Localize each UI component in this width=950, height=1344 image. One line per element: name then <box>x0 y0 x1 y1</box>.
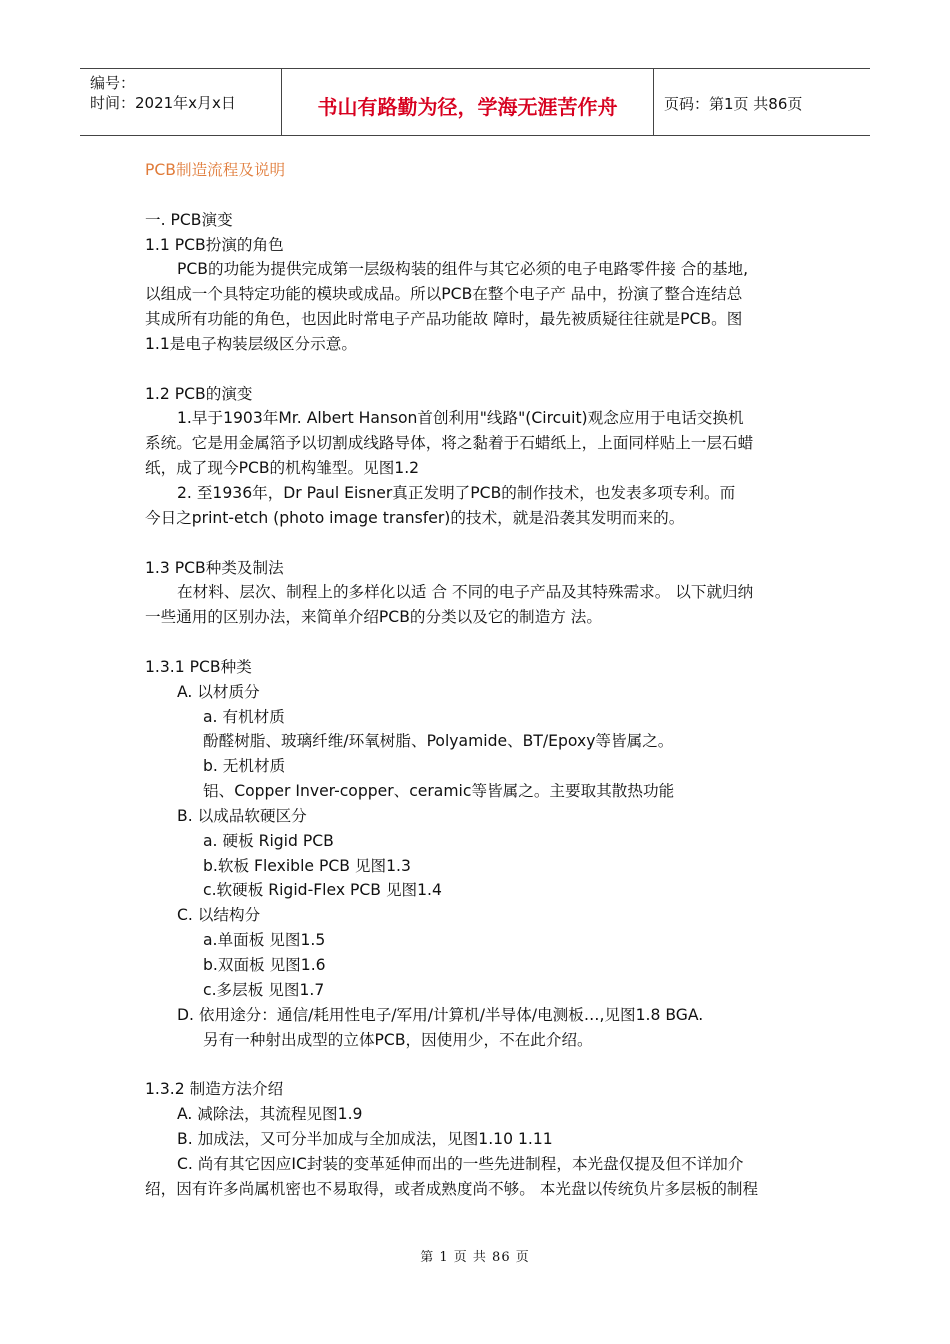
header-meta-cell <box>80 69 282 135</box>
section-heading: 1.3.2 制造方法介绍 <box>145 1080 284 1099</box>
header-motto-cell <box>282 69 654 135</box>
section-heading: 1.3.1 PCB种类 <box>145 657 252 676</box>
section-heading: 1.2 PCB的演变 <box>145 384 253 403</box>
page-header <box>80 68 870 136</box>
paragraph-line: 以组成一个具特定功能的模块或成品。所以PCB在整个电子产 品中，扮演了整合连结总 <box>145 285 743 304</box>
list-item: 铝、Copper Inver-copper、ceramic等皆属之。主要取其散热功能 <box>203 782 675 801</box>
list-item: b.双面板 见图1.6 <box>203 956 326 974</box>
list-item: B. 以成品软硬区分 <box>177 806 307 825</box>
doc-time-label: 时间：2021年x月x日 <box>90 94 236 112</box>
paragraph-line: C. 尚有其它因应IC封装的变革延伸而出的一些先进制程，本光盘仅提及但不详加介 <box>177 1154 744 1173</box>
header-motto: 书山有路勤为径，学海无涯苦作舟 <box>317 95 618 119</box>
header-page-info: 页码：第1页 共86页 <box>664 95 803 113</box>
list-item: D. 依用途分：通信/耗用性电子/军用/计算机/半导体/电测板…,见图1.8 BGA. <box>177 1005 704 1024</box>
list-item: a. 硬板 Rigid PCB <box>203 831 334 850</box>
document-title: PCB制造流程及说明 <box>145 161 286 179</box>
paragraph-line: 其成所有功能的角色，也因此时常电子产品功能故 障时，最先被质疑往往就是PCB。图 <box>145 310 743 329</box>
section-heading: 1.1 PCB扮演的角色 <box>145 235 284 254</box>
list-item: C. 以结构分 <box>177 906 261 925</box>
paragraph-line: 系统。它是用金属箔予以切割成线路导体，将之黏着于石蜡纸上，上面同样贴上一层石蜡 <box>145 434 754 453</box>
page-footer: 第 1 页 共 86 页 <box>420 1250 530 1265</box>
paragraph-line: 今日之print-etch (photo image transfer)的技术，就是沿袭其发明而来的。 <box>145 508 685 527</box>
paragraph-line: 1.早于1903年Mr. Albert Hanson首创利用"线路"(Circuit)观念应用于电话交换机 <box>177 409 744 428</box>
paragraph-line: 2. 至1936年，Dr Paul Eisner真正发明了PCB的制作技术，也发表多项专利。而 <box>177 483 736 502</box>
section-heading: 1.3 PCB种类及制法 <box>145 558 284 577</box>
doc-number-label: 编号： <box>90 74 136 92</box>
list-item: B. 加成法，又可分半加成与全加成法，见图1.10 1.11 <box>177 1129 553 1148</box>
section-heading: 一. PCB演变 <box>145 210 233 229</box>
paragraph-line: 纸，成了现今PCB的机构雏型。见图1.2 <box>145 459 420 478</box>
header-page-cell <box>654 69 870 135</box>
list-item: 另有一种射出成型的立体PCB，因使用少，不在此介绍。 <box>203 1030 593 1049</box>
paragraph-line: 1.1是电子构装层级区分示意。 <box>145 334 357 353</box>
document-body <box>145 158 810 1201</box>
paragraph-line: 一些通用的区别办法，来简单介绍PCB的分类以及它的制造方 法。 <box>145 608 602 627</box>
paragraph-line: 在材料、层次、制程上的多样化以适 合 不同的电子产品及其特殊需求。 以下就归纳 <box>177 583 754 602</box>
list-item: 酚醛树脂、玻璃纤维/环氧树脂、Polyamide、BT/Epoxy等皆属之。 <box>203 732 674 751</box>
list-item: c.软硬板 Rigid-Flex PCB 见图1.4 <box>203 881 442 900</box>
list-item: A. 减除法，其流程见图1.9 <box>177 1105 363 1124</box>
paragraph-line: PCB的功能为提供完成第一层级构装的组件与其它必须的电子电路零件接 合的基地, <box>177 260 749 279</box>
list-item: b. 无机材质 <box>203 757 286 776</box>
list-item: b.软板 Flexible PCB 见图1.3 <box>203 856 411 875</box>
list-item: a. 有机材质 <box>203 707 285 726</box>
list-item: A. 以材质分 <box>177 682 260 701</box>
list-item: c.多层板 见图1.7 <box>203 980 325 999</box>
paragraph-line: 绍，因有许多尚属机密也不易取得，或者成熟度尚不够。 本光盘以传统负片多层板的制程 <box>145 1179 759 1198</box>
list-item: a.单面板 见图1.5 <box>203 931 326 950</box>
